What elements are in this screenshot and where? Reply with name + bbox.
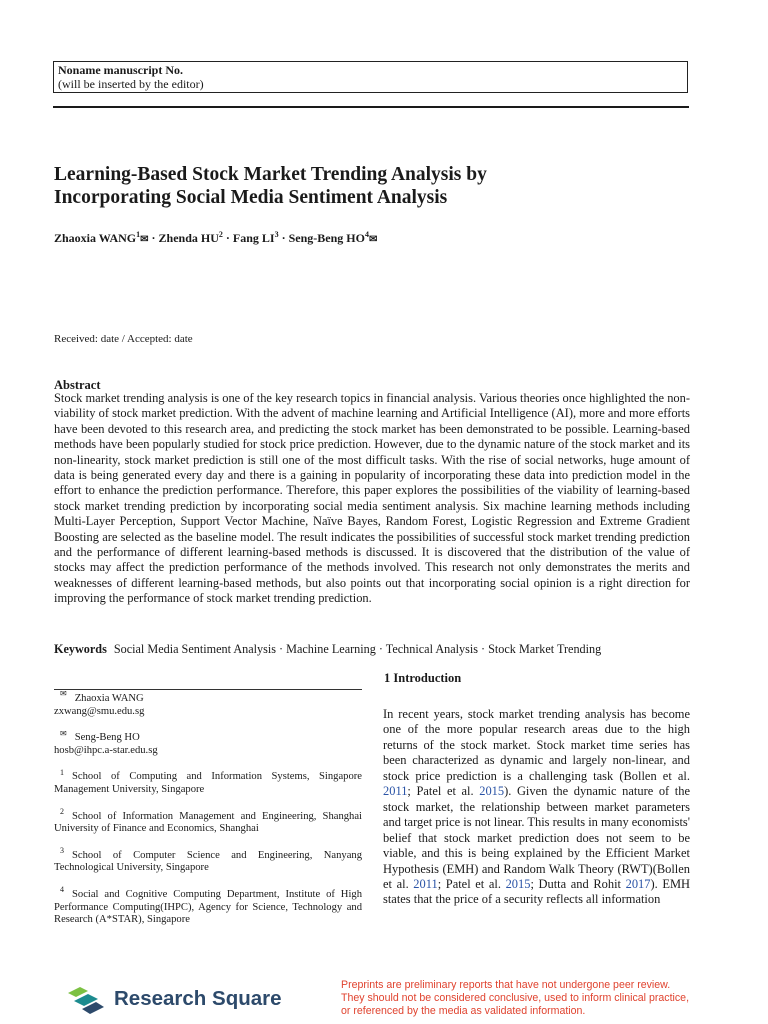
intro-text: ; Dutta and Rohit	[530, 876, 626, 891]
author-separator: ·	[225, 231, 230, 245]
author-name: Seng-Beng HO	[288, 231, 365, 245]
footnote-marker: 4	[60, 885, 64, 895]
preprint-disclaimer	[341, 979, 721, 1018]
citation-link[interactable]: 2017	[625, 876, 651, 891]
abstract-body: Stock market trending analysis is one of the key research topics in financial analysis. Various theories once highlighted the non-viability of stock market prediction. With the advent of machine learning and Artificial Intelligence (AI), more and more efforts have been devoted to this research area, and predicting the stock market has been demonstrated to be possible. Learning-based methods have been popularly studied for stock price prediction. However, due to the dynamic nature of the stock market and its non-linearity, stock market prediction is still one of the most difficult tasks. With the rise of social networks, huge amount of data is being generated every day and there is a gaining in popularity of incorporating these data into prediction model in the effort to enhance the prediction performance. Therefore, this paper explores the possibilities of the viability of learning-based stock market trending prediction by incorporating social media sentiment analysis. Six machine learning methods including Multi-Layer Perception, Support Vector Machine, Naïve Bayes, Random Forest, Logistic Regression and Extreme Gradient Boosting are selected as the baseline model. The result indicates the possibilities of successful stock market trending prediction and the performance of different learning-based methods is discussed. It is discovered that the distribution of the value of stocks may affect the prediction performance of the methods involved. This research not only demonstrates the merits and weaknesses of different learning-based methods, but also points out that incorporating social opinion is a right direction for improving the performance of stock market trending prediction.	[54, 391, 690, 606]
editor-note: (will be inserted by the editor)	[58, 77, 204, 91]
affiliation-text: School of Computer Science and Engineering, Nanyang Technological University, Singapore	[54, 849, 362, 874]
envelope-icon: ✉	[60, 728, 67, 738]
keywords-line	[54, 642, 690, 657]
research-square-brand	[114, 987, 282, 1011]
envelope-icon: ✉	[140, 234, 149, 245]
affiliation-text: School of Information Management and Engineering, Shanghai University of Finance and Economics, Shanghai	[54, 810, 362, 835]
footnote-marker: 2	[60, 807, 64, 817]
intro-text: In recent years, stock market trending analysis has become one of the more popular research areas due to the high returns of the stock market. Stock market time series has been characterized as dynamic and largely non-linear, and stock price prediction is a challenging task (Bollen et al.	[383, 707, 690, 783]
corresponding-author-footnote	[54, 728, 362, 757]
affiliation-text: School of Computing and Information Systems, Singapore Management University, Singapore	[54, 771, 362, 795]
corresponding-author-footnote	[54, 689, 362, 718]
envelope-icon: ✉	[368, 234, 378, 245]
keywords-list: Social Media Sentiment Analysis · Machine Learning · Technical Analysis · Stock Market Trending	[113, 642, 602, 656]
paper-title-line-2: Incorporating Social Media Sentiment Analysis	[54, 187, 448, 208]
footnote-rule	[54, 689, 362, 690]
citation-link[interactable]: 2015	[505, 876, 531, 891]
disclaimer-line: They should not be considered conclusive, used to inform clinical practice,	[341, 992, 690, 1004]
abstract-heading: Abstract	[54, 378, 101, 392]
affiliation-text: Social and Cognitive Computing Department, Institute of High Performance Computing(IHPC), Agency for Science, Technology and Research (A*STAR), Singapore	[54, 888, 362, 926]
author-separator: ·	[281, 231, 286, 245]
paper-title	[54, 163, 694, 209]
research-square-logo-icon	[66, 983, 106, 1015]
brand-word-square: Square	[212, 987, 282, 1010]
citation-link[interactable]: 2011	[413, 876, 438, 891]
footnote-email: hosb@ihpc.a-star.edu.sg	[54, 744, 158, 756]
footnote-name: Zhaoxia WANG	[74, 693, 144, 704]
disclaimer-line: or referenced by the media as validated information.	[341, 1005, 586, 1017]
intro-text: ). EMH states that the price of a security reflects all information	[383, 876, 690, 907]
author-separator: ·	[151, 231, 156, 245]
affiliation-footnote	[54, 846, 362, 875]
disclaimer-line: Preprints are preliminary reports that have not undergone peer review.	[341, 979, 671, 991]
affiliation-footnote	[54, 767, 362, 796]
author-list	[54, 228, 694, 247]
intro-text: ; Patel et al.	[407, 784, 480, 799]
citation-link[interactable]: 2011	[383, 784, 408, 799]
author-name: Zhaoxia WANG	[54, 231, 137, 245]
author-name: Fang LI	[232, 231, 275, 245]
header-rule	[53, 106, 689, 108]
footnote-marker: 1	[60, 767, 64, 777]
footnotes	[54, 689, 362, 941]
keywords-heading: Keywords	[54, 642, 107, 656]
author-name: Zhenda HU	[158, 231, 219, 245]
footnote-email: zxwang@smu.edu.sg	[54, 705, 145, 717]
footnote-marker: 3	[60, 846, 64, 856]
citation-link[interactable]: 2015	[479, 784, 505, 799]
author-affiliation-mark: 3	[274, 230, 279, 239]
footnote-name: Seng-Beng HO	[74, 732, 140, 744]
paper-title-line-1: Learning-Based Stock Market Trending Analysis by	[54, 164, 487, 185]
affiliation-footnote	[54, 807, 362, 836]
received-accepted-dates: Received: date / Accepted: date	[54, 333, 193, 345]
brand-word-research: Research	[114, 987, 207, 1010]
manuscript-number-label: Noname manuscript No.	[58, 63, 183, 77]
envelope-icon: ✉	[60, 689, 67, 699]
intro-text: ). Given the dynamic nature of the stock market, the relationship between market parameters and target price is not linear. This results in many economists' belief that stock market prediction does not seem to be viable, and this is being explained by the Efficient Market Hypothesis (EMH) and Random Walk Theory (RWT)(Bollen et al.	[383, 784, 690, 891]
author-affiliation-mark: 2	[218, 230, 223, 239]
introduction-body	[383, 707, 690, 908]
author-affiliation-mark: 4	[364, 230, 369, 239]
introduction-heading: 1 Introduction	[384, 671, 462, 685]
intro-text: ; Patel et al.	[437, 876, 506, 891]
manuscript-number-box	[53, 61, 688, 93]
affiliation-footnote	[54, 885, 362, 927]
author-affiliation-mark: 1	[136, 230, 141, 239]
